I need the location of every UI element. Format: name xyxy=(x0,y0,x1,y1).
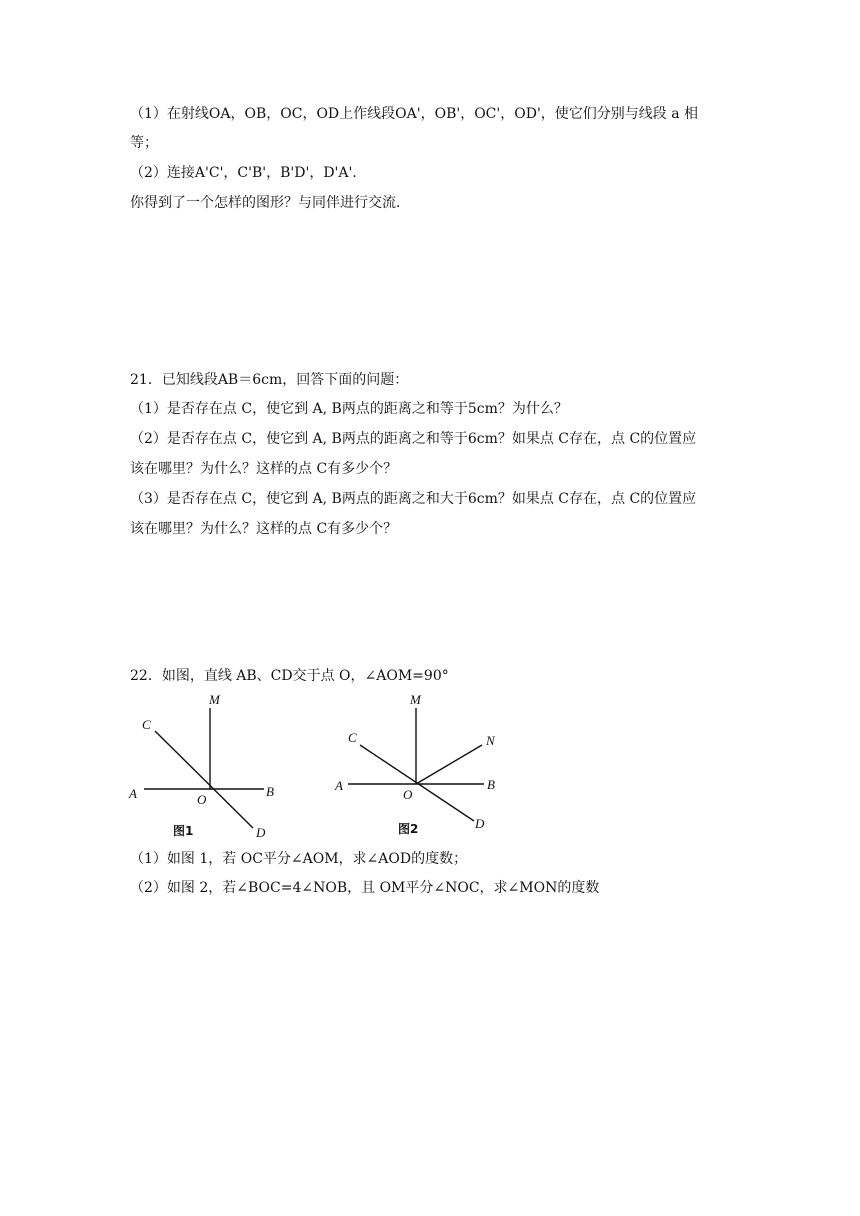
label-c: C xyxy=(142,717,151,732)
figure-2-caption: 图2 xyxy=(398,822,419,836)
label-m: M xyxy=(209,692,220,707)
q21-part-3: （3）是否存在点 C，使它到 A, B两点的距离之和大于6cm？如果点 C存在，点 C的位置应 xyxy=(130,491,697,507)
q21-stem: 21．已知线段AB＝6cm，回答下面的问题： xyxy=(130,372,409,388)
label-m: M xyxy=(410,692,421,707)
label-d: D xyxy=(475,816,485,831)
line-cd xyxy=(155,731,253,828)
q22-part-2: （2）如图 2，若∠BOC=4∠NOB，且 OM平分∠NOC，求∠MON的度数 xyxy=(130,880,600,896)
label-o: O xyxy=(197,792,207,807)
label-d: D xyxy=(256,825,266,840)
figure-1 xyxy=(125,688,295,848)
q21-part-2-cont: 该在哪里？为什么？这样的点 C有多少个？ xyxy=(130,461,398,477)
q20-line-2: 等； xyxy=(130,135,158,151)
q20-line-1: （1）在射线OA，OB，OC，OD上作线段OA'，OB'，OC'，OD'，使它们分别与线段 a 相 xyxy=(130,106,699,122)
q21-part-1: （1）是否存在点 C，使它到 A, B两点的距离之和等于5cm？为什么？ xyxy=(130,401,568,417)
line-on xyxy=(416,745,482,784)
label-o: O xyxy=(403,787,413,802)
label-c: C xyxy=(348,730,357,745)
label-b: B xyxy=(266,784,274,799)
q21-part-2: （2）是否存在点 C，使它到 A, B两点的距离之和等于6cm？如果点 C存在，点 C的位置应 xyxy=(130,431,697,447)
figure-1-caption: 图1 xyxy=(173,824,194,838)
label-n: N xyxy=(486,733,495,748)
q22-part-1: （1）如图 1，若 OC平分∠AOM，求∠AOD的度数； xyxy=(130,851,468,867)
q20-line-3: （2）连接A'C'，C'B'，B'D'，D'A'． xyxy=(130,165,367,181)
label-a: A xyxy=(129,786,137,801)
figure-2 xyxy=(330,688,510,840)
q20-line-4: 你得到了一个怎样的图形？与同伴进行交流． xyxy=(130,195,410,211)
label-a: A xyxy=(335,778,343,793)
q21-part-3-cont: 该在哪里？为什么？这样的点 C有多少个？ xyxy=(130,521,398,537)
q22-stem: 22．如图，直线 AB、CD交于点 O，∠AOM=90° xyxy=(130,668,449,684)
label-b: B xyxy=(487,777,495,792)
